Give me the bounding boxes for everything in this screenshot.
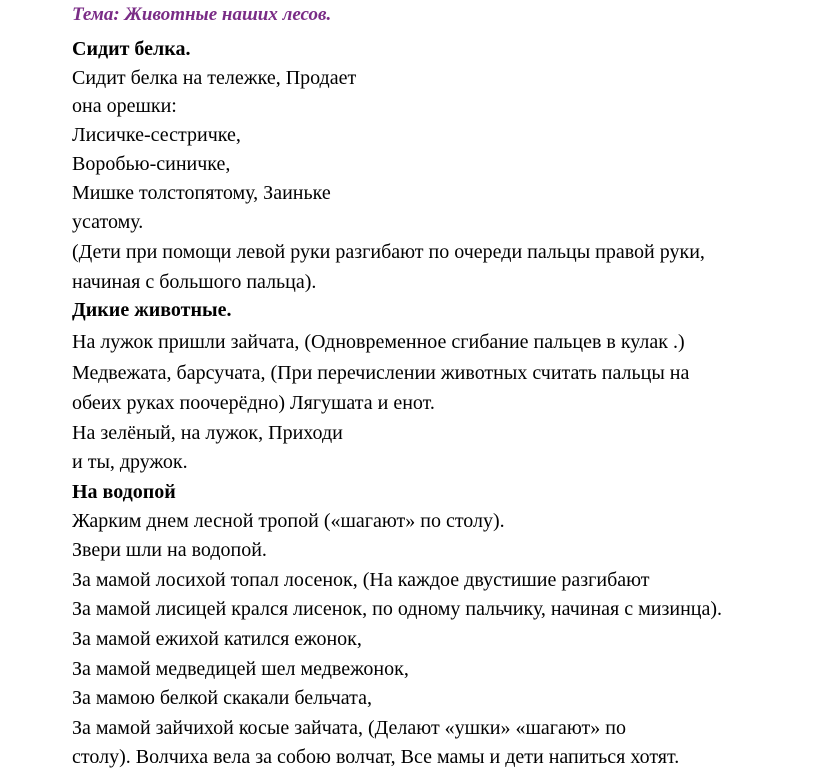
text-line: обеих руках поочерёдно) Лягушата и енот. (72, 392, 435, 414)
section-heading: Дикие животные. (72, 299, 232, 321)
text-line: Мишке толстопятому, Заиньке (72, 182, 331, 204)
text-line: (Дети при помощи левой руки разгибают по очереди пальцы правой руки, (72, 241, 705, 263)
text-line: На лужок пришли зайчата, (Одновременное сгибание пальцев в кулак .) (72, 331, 685, 353)
text-line: начиная с большого пальца). (72, 271, 317, 293)
text-line: Сидит белка на тележке, Продает (72, 67, 357, 89)
text-line: За мамою белкой скакали бельчата, (72, 687, 373, 709)
text-line: Воробью-синичке, (72, 153, 231, 175)
text-line: усатому. (72, 211, 144, 233)
text-line: За мамой зайчихой косые зайчата, (Делают «ушки» «шагают» по (72, 717, 626, 739)
text-line: Звери шли на водопой. (72, 539, 267, 561)
text-line: За мамой лисицей крался лисенок, по одному пальчику, начиная с мизинца). (72, 598, 723, 620)
text-line: столу). Волчиха вела за собою волчат, Все мамы и дети напиться хотят. (72, 746, 680, 768)
text-line: За мамой лосихой топал лосенок, (На каждое двустишие разгибают (72, 569, 650, 591)
section-heading: На водопой (72, 481, 176, 503)
text-line: На зелёный, на лужок, Приходи (72, 422, 343, 444)
text-line: и ты, дружок. (72, 451, 188, 473)
text-line: она орешки: (72, 95, 177, 117)
text-line: Жарким днем лесной тропой («шагают» по столу). (72, 510, 505, 532)
text-line: Лисичке-сестричке, (72, 124, 241, 146)
text-line: Медвежата, барсучата, (При перечислении животных считать пальцы на (72, 362, 690, 384)
text-line: За мамой ежихой катился ежонок, (72, 628, 362, 650)
topic-title: Тема: Животные наших лесов. (72, 4, 332, 25)
section-heading: Сидит белка. (72, 38, 191, 60)
text-line: За мамой медведицей шел медвежонок, (72, 658, 409, 680)
